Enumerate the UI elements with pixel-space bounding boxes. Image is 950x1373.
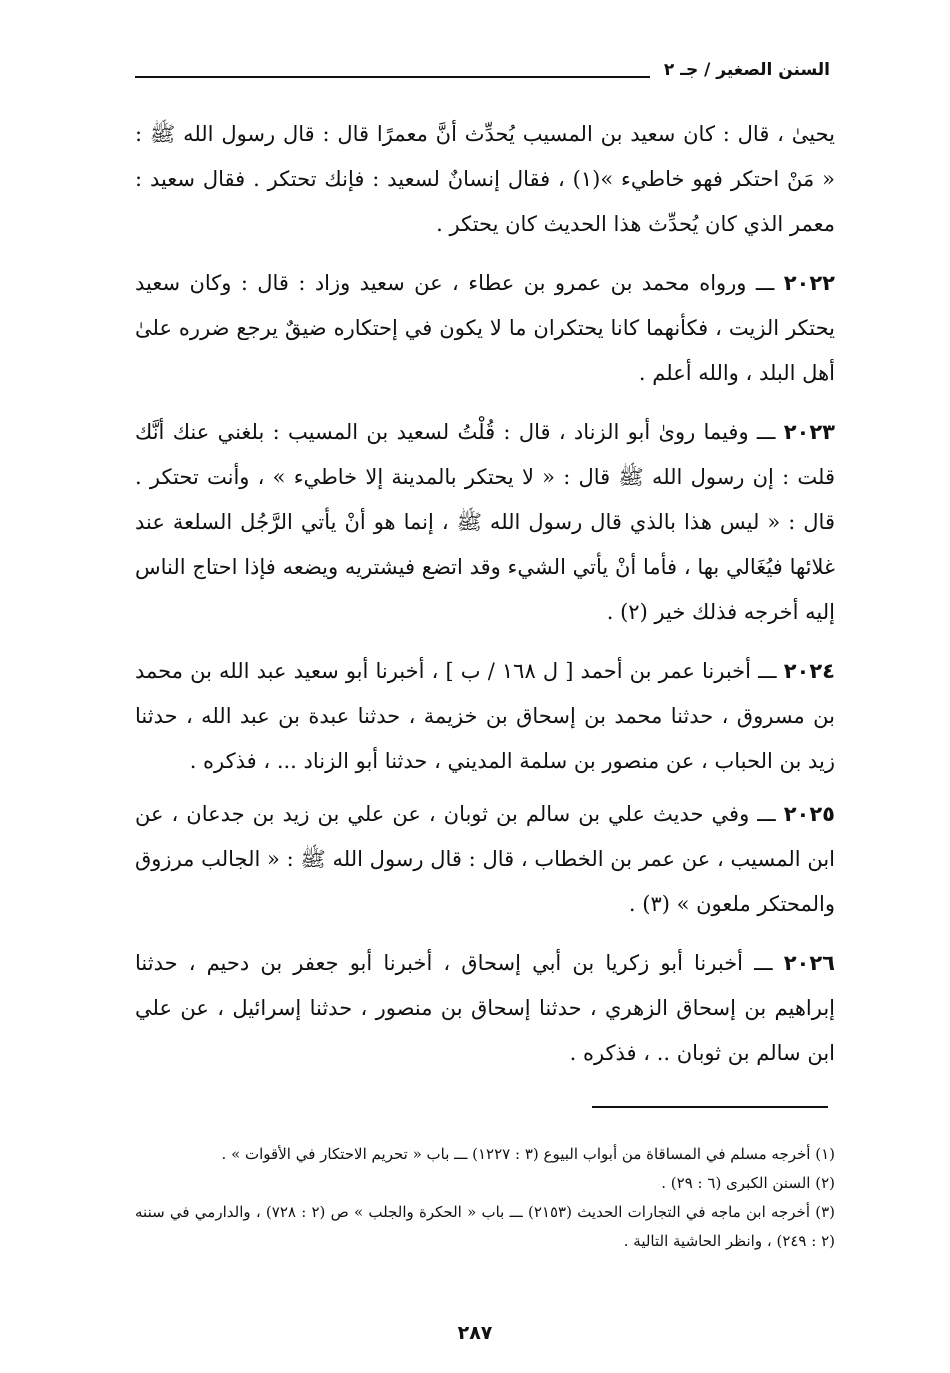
running-header-title: السنن الصغير / جـ ٢ xyxy=(663,60,830,80)
hadith-paragraph xyxy=(135,941,835,1076)
hadith-dash: ـــ xyxy=(757,802,776,826)
paragraph-text: أخبرنا عمر بن أحمد [ ل ١٦٨ / ب ] ، أخبرنا أبو سعيد عبد الله بن محمد بن مسروق ، حدثنا محمد بن إسحاق بن خزيمة ، حدثنا عبدة بن عبد الله ، حدثنا زيد بن الحباب ، عن منصور بن سلمة المديني ، حدثنا أبو الزناد ... ، فذكره . xyxy=(135,659,835,773)
running-header xyxy=(135,54,830,94)
hadith-number: ٢٠٢٦ xyxy=(783,951,835,975)
hadith-paragraph xyxy=(135,261,835,396)
hadith-number: ٢٠٢٥ xyxy=(783,802,835,826)
paragraph-text: وفي حديث علي بن سالم بن ثوبان ، عن علي بن زيد بن جدعان ، عن ابن المسيب ، عن عمر بن الخطاب ، قال : قال رسول الله ﷺ : « الجالب مرزوق والمحتكر ملعون » (٣) . xyxy=(135,802,835,916)
hadith-paragraph xyxy=(135,649,835,784)
hadith-number: ٢٠٢٢ xyxy=(783,271,835,295)
footnote: (٣) أخرجه ابن ماجه في التجارات الحديث (٢١٥٣) ـــ باب « الحكرة والجلب » ص (٢ : ٧٢٨) ، والدارمي في سننه (٢ : ٢٤٩) ، وانظر الحاشية التالية . xyxy=(135,1203,836,1250)
page-number: ٢٨٧ xyxy=(457,1322,493,1344)
hadith-paragraph xyxy=(135,792,835,927)
paragraph-text: أخبرنا أبو زكريا بن أبي إسحاق ، أخبرنا أبو جعفر بن دحيم ، حدثنا إبراهيم بن إسحاق الزهري ، حدثنا إسحاق بن منصور ، حدثنا إسرائيل ، عن علي ابن سالم بن ثوبان .. ، فذكره . xyxy=(135,951,835,1065)
footnote-separator xyxy=(592,1106,828,1108)
paragraph-text: يحيىٰ ، قال : كان سعيد بن المسيب يُحدِّث أنَّ معمرًا قال : قال رسول الله ﷺ : « مَنْ احتكر فهو خاطيء »(١) ، فقال إنسانٌ لسعيد : فإنك تحتكر . فقال سعيد : معمر الذي كان يُحدِّث هذا الحديث كان يحتكر . xyxy=(135,122,835,236)
hadith-dash: ـــ xyxy=(755,271,775,295)
paragraph-text: ورواه محمد بن عمرو بن عطاء ، عن سعيد وزاد : قال : وكان سعيد يحتكر الزيت ، فكأنهما كانا يحتكران ما لا يكون في إحتكاره ضيقٌ يرجع ضرره علىٰ أهل البلد ، والله أعلم . xyxy=(135,271,835,385)
hadith-dash: ـــ xyxy=(758,659,777,683)
footnote: (٢) السنن الكبرى (٦ : ٢٩) . xyxy=(661,1174,835,1192)
header-rule xyxy=(135,76,650,78)
main-text xyxy=(135,112,835,1084)
hadith-number: ٢٠٢٤ xyxy=(783,659,835,683)
footnotes xyxy=(135,1140,835,1256)
paragraph-continuation xyxy=(135,112,835,247)
hadith-paragraph xyxy=(135,410,835,635)
hadith-dash: ـــ xyxy=(754,951,773,975)
hadith-dash: ـــ xyxy=(756,420,776,444)
footnote: (١) أخرجه مسلم في المساقاة من أبواب البيوع (٣ : ١٢٢٧) ـــ باب « تحريم الاحتكار في الأقوات » . xyxy=(221,1145,835,1163)
hadith-number: ٢٠٢٣ xyxy=(783,420,835,444)
paragraph-text: وفيما روىٰ أبو الزناد ، قال : قُلْتُ لسعيد بن المسيب : بلغني عنك أنَّك قلت : إن رسول الله ﷺ قال : « لا يحتكر بالمدينة إلا خاطيء » ، وأنت تحتكر . قال : « ليس هذا بالذي قال رسول الله ﷺ ، إنما هو أنْ يأتي الرَّجُل السلعة عند غلائها فيُغَالي بها ، فأما أنْ يأتي الشيء وقد اتضع فيشتريه ويضعه فإذا احتاج الناس إليه أخرجه فذلك خير (٢) . xyxy=(135,420,835,624)
